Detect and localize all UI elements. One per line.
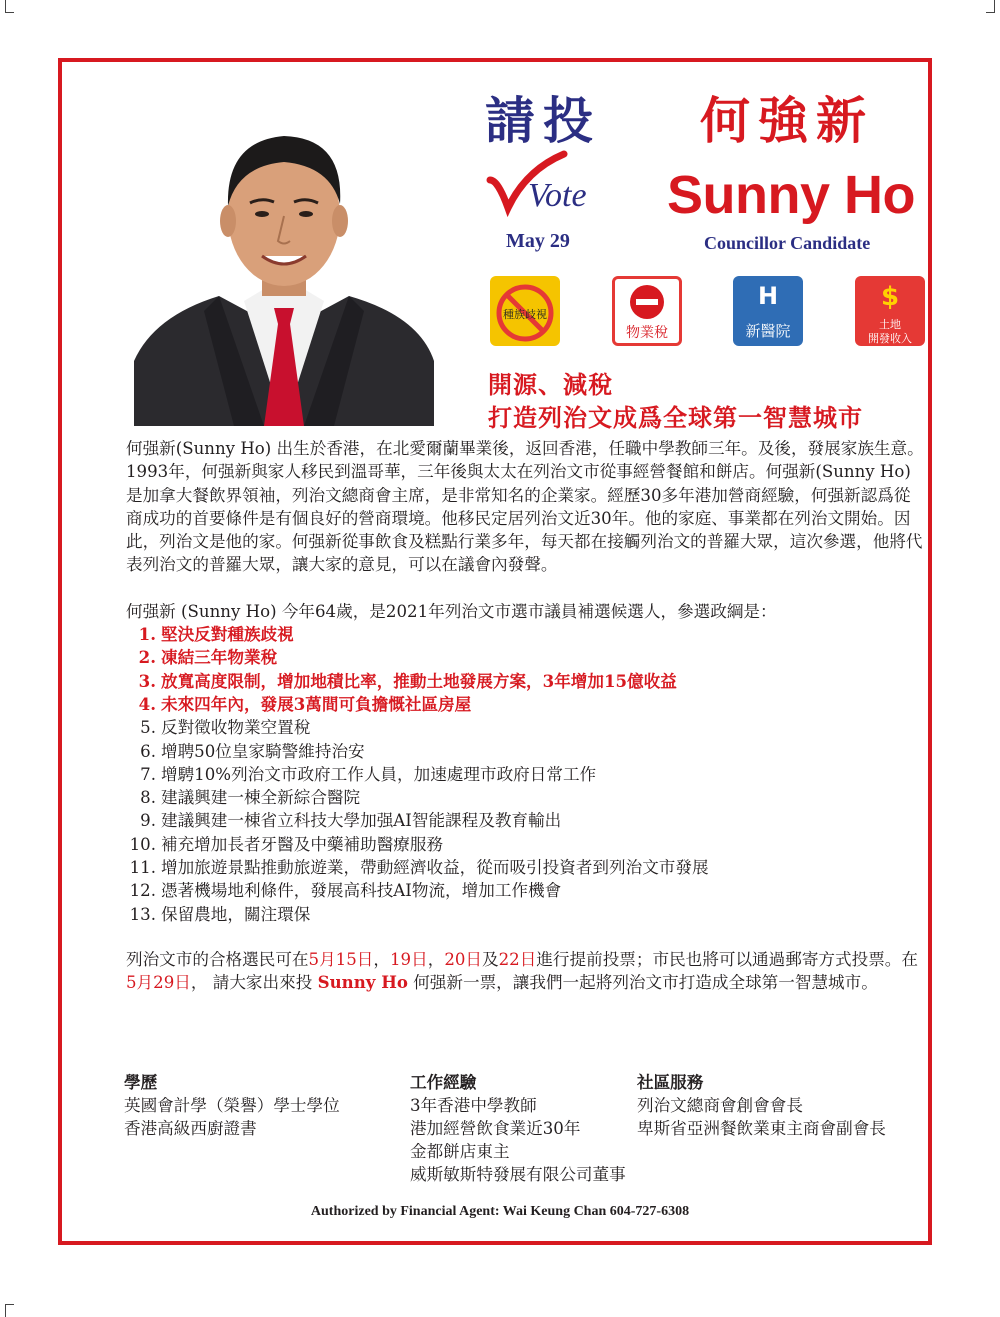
work-item: 3年香港中學教師: [410, 1096, 537, 1115]
hospital-symbol: H: [757, 282, 779, 310]
icon-label: 新醫院: [745, 322, 791, 340]
icon-label: 土地: [879, 318, 901, 331]
bio-paragraph: 何强新(Sunny Ho) 出生於香港，在北愛爾蘭畢業後，返回香港，任職中學教師三年。及後，發展家族生意。1993年，何强新與家人移民到溫哥華，三年後與太太在列治文市從事經營餐館和餅店。何强新(Sunny Ho) 是加拿大餐飲界領袖，列治文總商會主席，是非常知名的企業家。經歷30多年港加營商經驗，何强新認爲從商成功的首要條件是有個良好的營商環境。他移民定居列治文近30年。他的家庭、事業都在列治文開始。因此，列治文是他的家。何强新從事飲食及糕點行業多年，每天都在接觸列治文的普羅大眾，這次參選，他將代表列治文的普羅大眾，讓大家的意見，可以在議會內發聲。: [126, 439, 924, 575]
candidate-photo: [134, 96, 434, 426]
icon-label: 種族歧視: [503, 308, 547, 321]
work-item: 威斯敏斯特發展有限公司董事: [410, 1165, 626, 1184]
policy-text: 堅決反對種族歧視: [161, 624, 294, 645]
please-vote-heading: 請投: [485, 91, 601, 150]
icon-label: 物業稅: [626, 325, 668, 341]
policy-number: 5.: [140, 718, 156, 738]
policy-item: [126, 879, 932, 902]
crop-mark: [5, 1304, 14, 1317]
policy-item: [126, 716, 932, 739]
policy-text: 未來四年內，發展3萬間可負擔慨社區房屋: [161, 693, 472, 714]
policy-item: [126, 740, 932, 763]
community-heading: 社區服務: [637, 1072, 704, 1092]
work-heading: 工作經驗: [410, 1072, 477, 1092]
slogan-line-2: 打造列治文成爲全球第一智慧城市: [488, 403, 863, 432]
policy-text: 反對徵收物業空置稅: [161, 718, 311, 738]
community-item: 列治文總商會創會會長: [637, 1096, 803, 1115]
policy-text: 放寬高度限制，增加地積比率，推動土地發展方案，3年增加15億收益: [161, 670, 677, 691]
icon-label: 開發收入: [868, 332, 912, 345]
policy-item: [126, 786, 932, 809]
slogan: [488, 368, 863, 434]
education-item: 英國會計學（榮譽）學士學位: [124, 1096, 340, 1115]
policy-item: [126, 809, 932, 832]
policy-list: [126, 623, 932, 926]
community-section: [637, 1071, 886, 1140]
policy-text: 建議興建一棟全新綜合醫院: [161, 788, 361, 808]
vote-logo: [486, 150, 606, 220]
candidate-name-zh: 何強新: [700, 91, 874, 150]
policy-number: 9.: [140, 811, 156, 831]
policy-item: [126, 623, 932, 646]
policy-text: 增聘50位皇家騎警維持治安: [161, 741, 365, 761]
policy-item: [126, 646, 932, 669]
candidate-role: Councillor Candidate: [704, 233, 871, 253]
no-discrimination-icon: [490, 276, 560, 346]
policy-text: 補充增加長者牙醫及中藥補助醫療服務: [161, 834, 444, 854]
slogan-line-1: 開源、減稅: [488, 370, 613, 399]
policy-text: 建議興建一棟省立科技大學加强AI智能課程及教育輸出: [161, 811, 562, 831]
body-text: [126, 437, 932, 995]
policy-text: 憑著機場地利條件，發展高科技AI物流，增加工作機會: [161, 881, 562, 901]
policy-number: 7.: [140, 764, 156, 784]
policy-text: 增騁10%列治文市政府工作人員，加速處理市政府日常工作: [161, 764, 597, 784]
policy-item: [126, 833, 932, 856]
dollar-symbol: $: [880, 282, 900, 312]
dollar-icon: [855, 276, 925, 346]
authorized-footer: Authorized by Financial Agent: Wai Keung Chan 604-727-6308: [310, 1204, 690, 1219]
community-item: 卑斯省亞洲餐飲業東主商會副會長: [637, 1119, 886, 1138]
policy-text: 保留農地，關注環保: [161, 904, 311, 924]
policy-number: 3.: [138, 670, 156, 691]
work-section: [410, 1071, 626, 1186]
policy-item: [126, 903, 932, 926]
policy-number: 6.: [140, 741, 156, 761]
education-heading: 學歷: [124, 1072, 158, 1092]
vote-date: May 29: [506, 230, 570, 252]
policy-item: [126, 856, 932, 879]
policy-item: [126, 670, 932, 693]
policy-number: 8.: [140, 788, 156, 808]
policy-number: 1.: [138, 624, 156, 645]
policy-number: 12.: [129, 881, 156, 901]
work-item: 金都餅店東主: [410, 1142, 510, 1161]
platform-intro: 何强新 (Sunny Ho) 今年64歲，是2021年列治文市選市議員補選候選人，參選政綱是：: [126, 601, 777, 621]
policy-item: [126, 763, 932, 786]
education-section: [124, 1071, 340, 1140]
voting-info: 列治文市的合格選民可在5月15日，19日，20日及22日進行提前投票；市民也將可以通過郵寄方式投票。在5月29日， 請大家出來投 Sunny Ho 何强新一票，讓我們一起將列治文市打造成全球第一智慧城市。: [126, 949, 918, 993]
policy-number: 4.: [138, 693, 156, 714]
policy-number: 13.: [129, 904, 156, 924]
policy-text: 增加旅遊景點推動旅遊業，帶動經濟收益，從而吸引投資者到列治文市發展: [161, 858, 709, 878]
candidate-name-en: Sunny Ho: [667, 165, 915, 225]
hospital-icon: [733, 276, 803, 346]
policy-number: 10.: [129, 834, 156, 854]
vote-logo-text: Vote: [528, 177, 587, 214]
no-entry-icon: [612, 276, 682, 346]
crop-mark: [5, 0, 14, 13]
work-item: 港加經營飲食業近30年: [410, 1119, 581, 1138]
policy-number: 11.: [129, 858, 156, 878]
policy-text: 凍結三年物業稅: [161, 647, 278, 668]
crop-mark: [986, 0, 995, 13]
policy-number: 2.: [138, 647, 156, 668]
education-item: 香港高級西廚證書: [124, 1119, 257, 1138]
policy-item: [126, 693, 932, 716]
